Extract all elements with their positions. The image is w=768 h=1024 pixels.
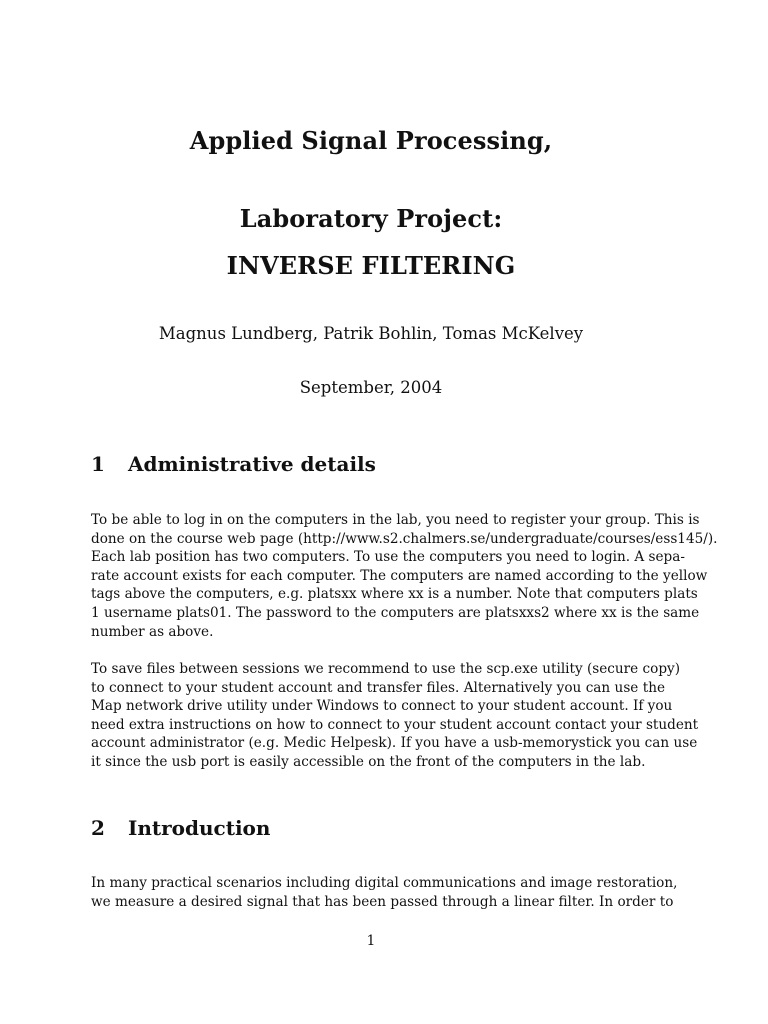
section-title: Administrative details (128, 452, 376, 476)
document-title-line-2: Laboratory Project: (239, 204, 503, 233)
paragraph-line: In many practical scenarios including digital communications and image restoration, (91, 875, 678, 891)
paragraph-line: To be able to log in on the computers in the lab, you need to register your group. This is (91, 512, 700, 528)
paragraph-line: tags above the computers, e.g. platsxx where xx is a number. Note that computers plats (91, 586, 698, 603)
paragraph-line: done on the course web page (http://www.s2.chalmers.se/undergraduate/courses/ess145/). (91, 530, 718, 547)
paragraph-registration (91, 511, 718, 641)
date: September, 2004 (299, 378, 443, 397)
paragraph-introduction (91, 874, 678, 911)
section-heading-introduction (91, 816, 270, 840)
document-title-line-1: Applied Signal Processing, (189, 126, 553, 155)
section-number: 1 (91, 452, 105, 476)
paragraph-line: 1 username plats01. The password to the computers are platsxxs2 where xx is the same (91, 604, 700, 621)
document-title-line-3: INVERSE FILTERING (226, 251, 516, 280)
section-title: Introduction (128, 816, 271, 840)
paragraph-line: Each lab position has two computers. To use the computers you need to login. A sepa- (91, 549, 685, 566)
paragraph-line: To save files between sessions we recommend to use the scp.exe utility (secure copy) (91, 661, 681, 677)
paragraph-line: it since the usb port is easily accessible on the front of the computers in the lab. (91, 753, 646, 770)
paragraph-file-transfer (91, 660, 699, 772)
paragraph-line: need extra instructions on how to connect to your student account contact your student (91, 716, 699, 733)
paragraph-line: Map network drive utility under Windows to connect to your student account. If you (91, 698, 673, 715)
section-number: 2 (91, 816, 105, 840)
paragraph-line: number as above. (91, 623, 214, 640)
page-number: 1 (366, 933, 376, 949)
paragraph-line: rate account exists for each computer. The computers are named according to the yellow (91, 567, 708, 584)
section-heading-administrative-details (91, 452, 376, 476)
authors: Magnus Lundberg, Patrik Bohlin, Tomas McKelvey (158, 324, 584, 343)
paragraph-line: we measure a desired signal that has been passed through a linear filter. In order to (91, 893, 674, 910)
paragraph-line: to connect to your student account and transfer files. Alternatively you can use the (91, 679, 665, 696)
paragraph-line: account administrator (e.g. Medic Helpesk). If you have a usb-memorystick you can use (91, 735, 698, 752)
